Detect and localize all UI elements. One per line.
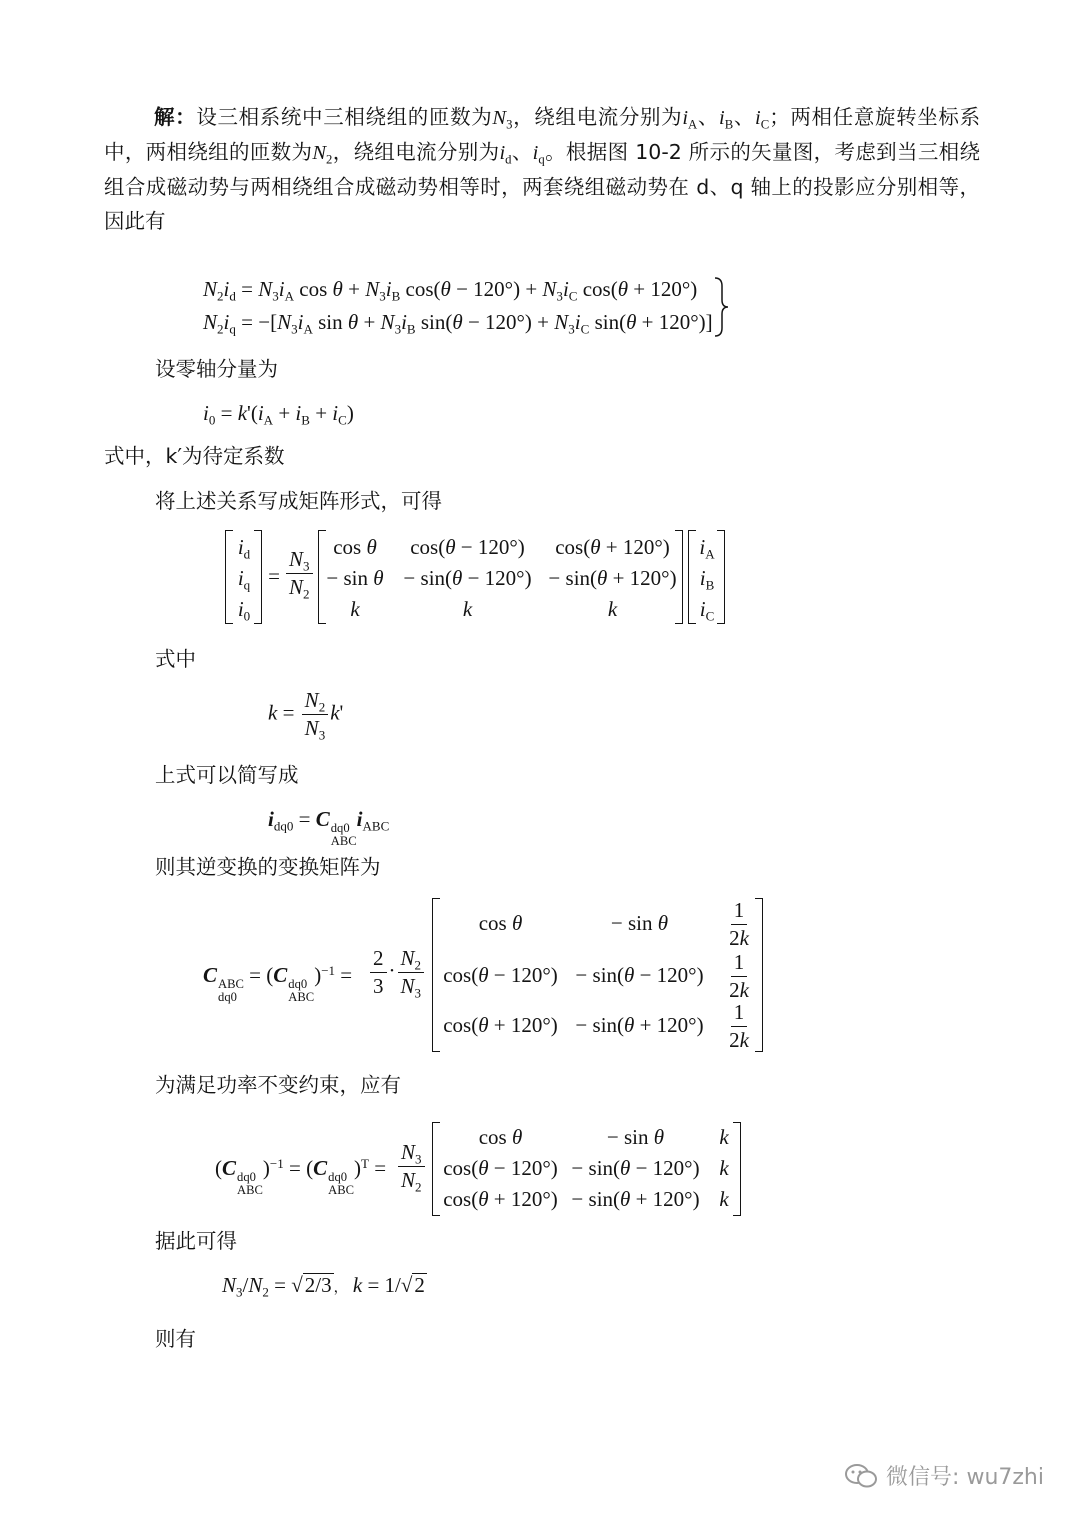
matrix-3-cell: − sin θ xyxy=(606,1125,665,1149)
matrix-1-cell: cos(θ + 120°) xyxy=(555,535,670,559)
where-label: 式中 xyxy=(155,647,196,671)
short-form-label: 上式可以简写成 xyxy=(155,763,299,787)
sep: 、 xyxy=(733,105,756,129)
eq-k: k = $\frac{N_2}{N_3}$ k' xyxy=(268,688,344,743)
wechat-watermark xyxy=(844,1460,1044,1491)
sep: 、 xyxy=(697,105,720,129)
matrix-1-cell: − sin(θ + 120°) xyxy=(548,566,677,590)
matrix-3-cell: − sin(θ + 120°) xyxy=(571,1187,700,1211)
var-ia: i xyxy=(682,107,689,129)
matrix-3-cell: − sin(θ − 120°) xyxy=(571,1156,700,1180)
eq-zero: $i_0 = k'(i_A + i_B + i_C)$ xyxy=(203,401,354,428)
var-ib: i xyxy=(719,107,725,129)
matrix-1-cell: − sin(θ − 120°) xyxy=(403,566,532,590)
matrix-2-cell: − sin θ xyxy=(610,911,669,935)
matrix-2-cell: cos(θ − 120°) xyxy=(443,963,558,987)
matrix-2-cell: − sin(θ − 120°) xyxy=(575,963,704,987)
matrix-2-fraction: $\frac{1}{2k}$ xyxy=(729,1000,749,1053)
inverse-label: 则其逆变换的变换矩阵为 xyxy=(155,855,381,879)
accordingly-label: 据此可得 xyxy=(155,1229,237,1253)
matrix-1-cell: k xyxy=(462,597,473,621)
intro-text-2: ，绕组电流分别为 xyxy=(512,105,683,129)
matrix-3-cell: k xyxy=(719,1187,729,1211)
k-prime-note: 式中，k′为待定系数 xyxy=(104,444,285,468)
matrix-2-fraction: $\frac{1}{2k}$ xyxy=(729,898,749,951)
var-n2-sub: 2 xyxy=(326,152,333,167)
intro-text-4: ，绕组电流分别为 xyxy=(332,140,500,164)
var-id-sub: d xyxy=(505,152,512,167)
wechat-icon xyxy=(844,1462,878,1490)
intro-text-3: ；两相任意旋转坐标系中，两相绕组的匝数为 xyxy=(104,105,981,164)
eq1-line1-rhs: = $N_3i_A$ $\cos \theta + N_3i_B$ $\cos(\theta - 120^\circ) + N_3i_C$ cos(θ + 120°) xyxy=(241,277,698,304)
var-n3-sub: 3 xyxy=(506,117,513,132)
eq-short-form: $i_{dq0} = C$ dq0 ABC $i_{ABC}$ xyxy=(268,807,390,848)
var-iq: i xyxy=(532,142,539,164)
matrix-3-cell: cos(θ + 120°) xyxy=(443,1187,558,1211)
solution-label: 解： xyxy=(154,105,197,129)
var-iq-sub: q xyxy=(538,152,545,167)
eq1-line2: $N_2i_q = -[N_3i_A$ $\sin \theta + N_3i_B$ $\sin(\theta - 120^\circ) + N_3i_C$ sin(θ + 120°)] xyxy=(203,310,713,337)
var-ia-sub: A xyxy=(688,117,698,132)
sep: 、 xyxy=(511,140,533,164)
matrix-1-cell: cos θ xyxy=(333,535,377,559)
eq-result: $N_3/N_2 = √2/3$ ， k = 1/√2 xyxy=(222,1273,425,1300)
document-page: 解：设三相系统中三相绕组的匝数为$N_3$，绕组电流分别为$i_A$、$i_B$、$i_C$；两相任意旋转坐标系中，两相绕组的匝数为$N_2$，绕组电流分别为$i_d$、$i_q$。根据图 10-2 所示的矢量图，考虑到当三相绕组合成磁动势与两相绕组合成磁动势相等时，两套绕组磁动势在 d、q 轴上的投影应分别相等，因此有 $N_2i_d = N_3i_A$ $\cos \theta + N_3i_B$ $\cos(\theta - 120^\circ) + N_3i_C$ cos(θ + 120°) $N_2i_q = -[N_3i_A$ $\sin \theta + N_3i_B$ $\sin(\theta - 120^\circ) + N_3i_C$ sin(θ + 120°)] 设零轴分量为 $i_0 = k'(i_A + i_B + i_C)$ 式中，k′为待定系数 将上述关系写成矩阵形式，可得 $i_d$ $i_q$ $i_0$ = $\frac{N_3}{N_2}$ $i_A$ $i_B$ $i_C$ cos θ cos(θ − 120°) cos(θ + 120°) − sin θ − sin(θ − 120°) − sin(θ + 120°) k k k 式中 k = $\frac{N_2}{N_3}$ k' 上式可以简写成 $i_{dq0} = C$ dq0 ABC $i_{ABC}$ 则其逆变换的变换矩阵为 C ABC dq0 = (C dq0 ABC )$^{-1}$ = $\frac{2}{3}$ · $\frac{N_2}{N_3}$ cos θ − sin θ $\frac{1}{2k}$ cos(θ − 120°) − sin(θ − 120°) $\frac{1}{2k}$ cos(θ + 120°) − sin(θ + 120°) $\frac{1}{2k}$ 为满足功率不变约束，应有 (C dq0 ABC )$^{-1}$ = (C dq0 ABC )$^T$ = $\frac{N_3}{N_2}$ cos θ − sin θ k cos(θ − 120°) − sin(θ − 120°) k cos(θ + 120°) − sin(θ + 120°) k 据此可得 $N_3/N_2 = √2/3$ ， k = 1/√2 则有 微信号: wu7zhi xyxy=(0,0,1080,1527)
zero-axis-label: 设零轴分量为 xyxy=(155,357,278,381)
matrix-2-cell: cos(θ + 120°) xyxy=(443,1013,558,1037)
intro-text-5: 。根据图 10-2 所示的矢量图，考虑到当三相绕组合成磁动势与两相绕组合成磁动势相等时，两套绕组磁动势在 d、q 轴上的投影应分别相等，因此有 xyxy=(104,140,981,233)
var-ib-sub: B xyxy=(724,117,734,132)
eq1-line1: $N_2i_d = N_3i_A$ $\cos \theta + N_3i_B$ $\cos(\theta - 120^\circ) + N_3i_C$ cos(θ + 120°) xyxy=(203,277,698,304)
matrix-2-cell: − sin(θ + 120°) xyxy=(575,1013,704,1037)
var-id: i xyxy=(499,142,506,164)
matrix-form-label: 将上述关系写成矩阵形式，可得 xyxy=(155,489,442,513)
intro-text-1: 设三相系统中三相绕组的匝数为 xyxy=(196,105,493,129)
matrix-2-fraction: $\frac{1}{2k}$ xyxy=(729,950,749,1003)
matrix-3-cell: cos θ xyxy=(478,1125,523,1149)
then-label: 则有 xyxy=(155,1327,196,1351)
right-brace-icon xyxy=(712,276,732,338)
var-ic: i xyxy=(755,107,761,129)
matrix-3-cell: cos(θ − 120°) xyxy=(443,1156,558,1180)
matrix-2-cell: cos θ xyxy=(478,911,523,935)
var-n2: N xyxy=(312,142,327,164)
matrix-3-cell: k xyxy=(719,1125,729,1149)
matrix-3-cell: k xyxy=(719,1156,729,1180)
k-value: 2 xyxy=(414,1273,425,1297)
matrix-1-cell: k xyxy=(350,597,360,621)
matrix-1-cell: cos(θ − 120°) xyxy=(410,535,525,559)
intro-paragraph xyxy=(104,100,980,238)
watermark-text: 微信号: wu7zhi xyxy=(886,1465,1044,1490)
var-ic-sub: C xyxy=(760,117,770,132)
var-n3: N xyxy=(492,107,507,129)
ratio-value: 2/3 xyxy=(304,1273,332,1297)
matrix-1-cell: k xyxy=(607,597,618,621)
matrix-1-cell: − sin θ xyxy=(326,566,384,590)
power-invariant-label: 为满足功率不变约束，应有 xyxy=(155,1073,401,1097)
